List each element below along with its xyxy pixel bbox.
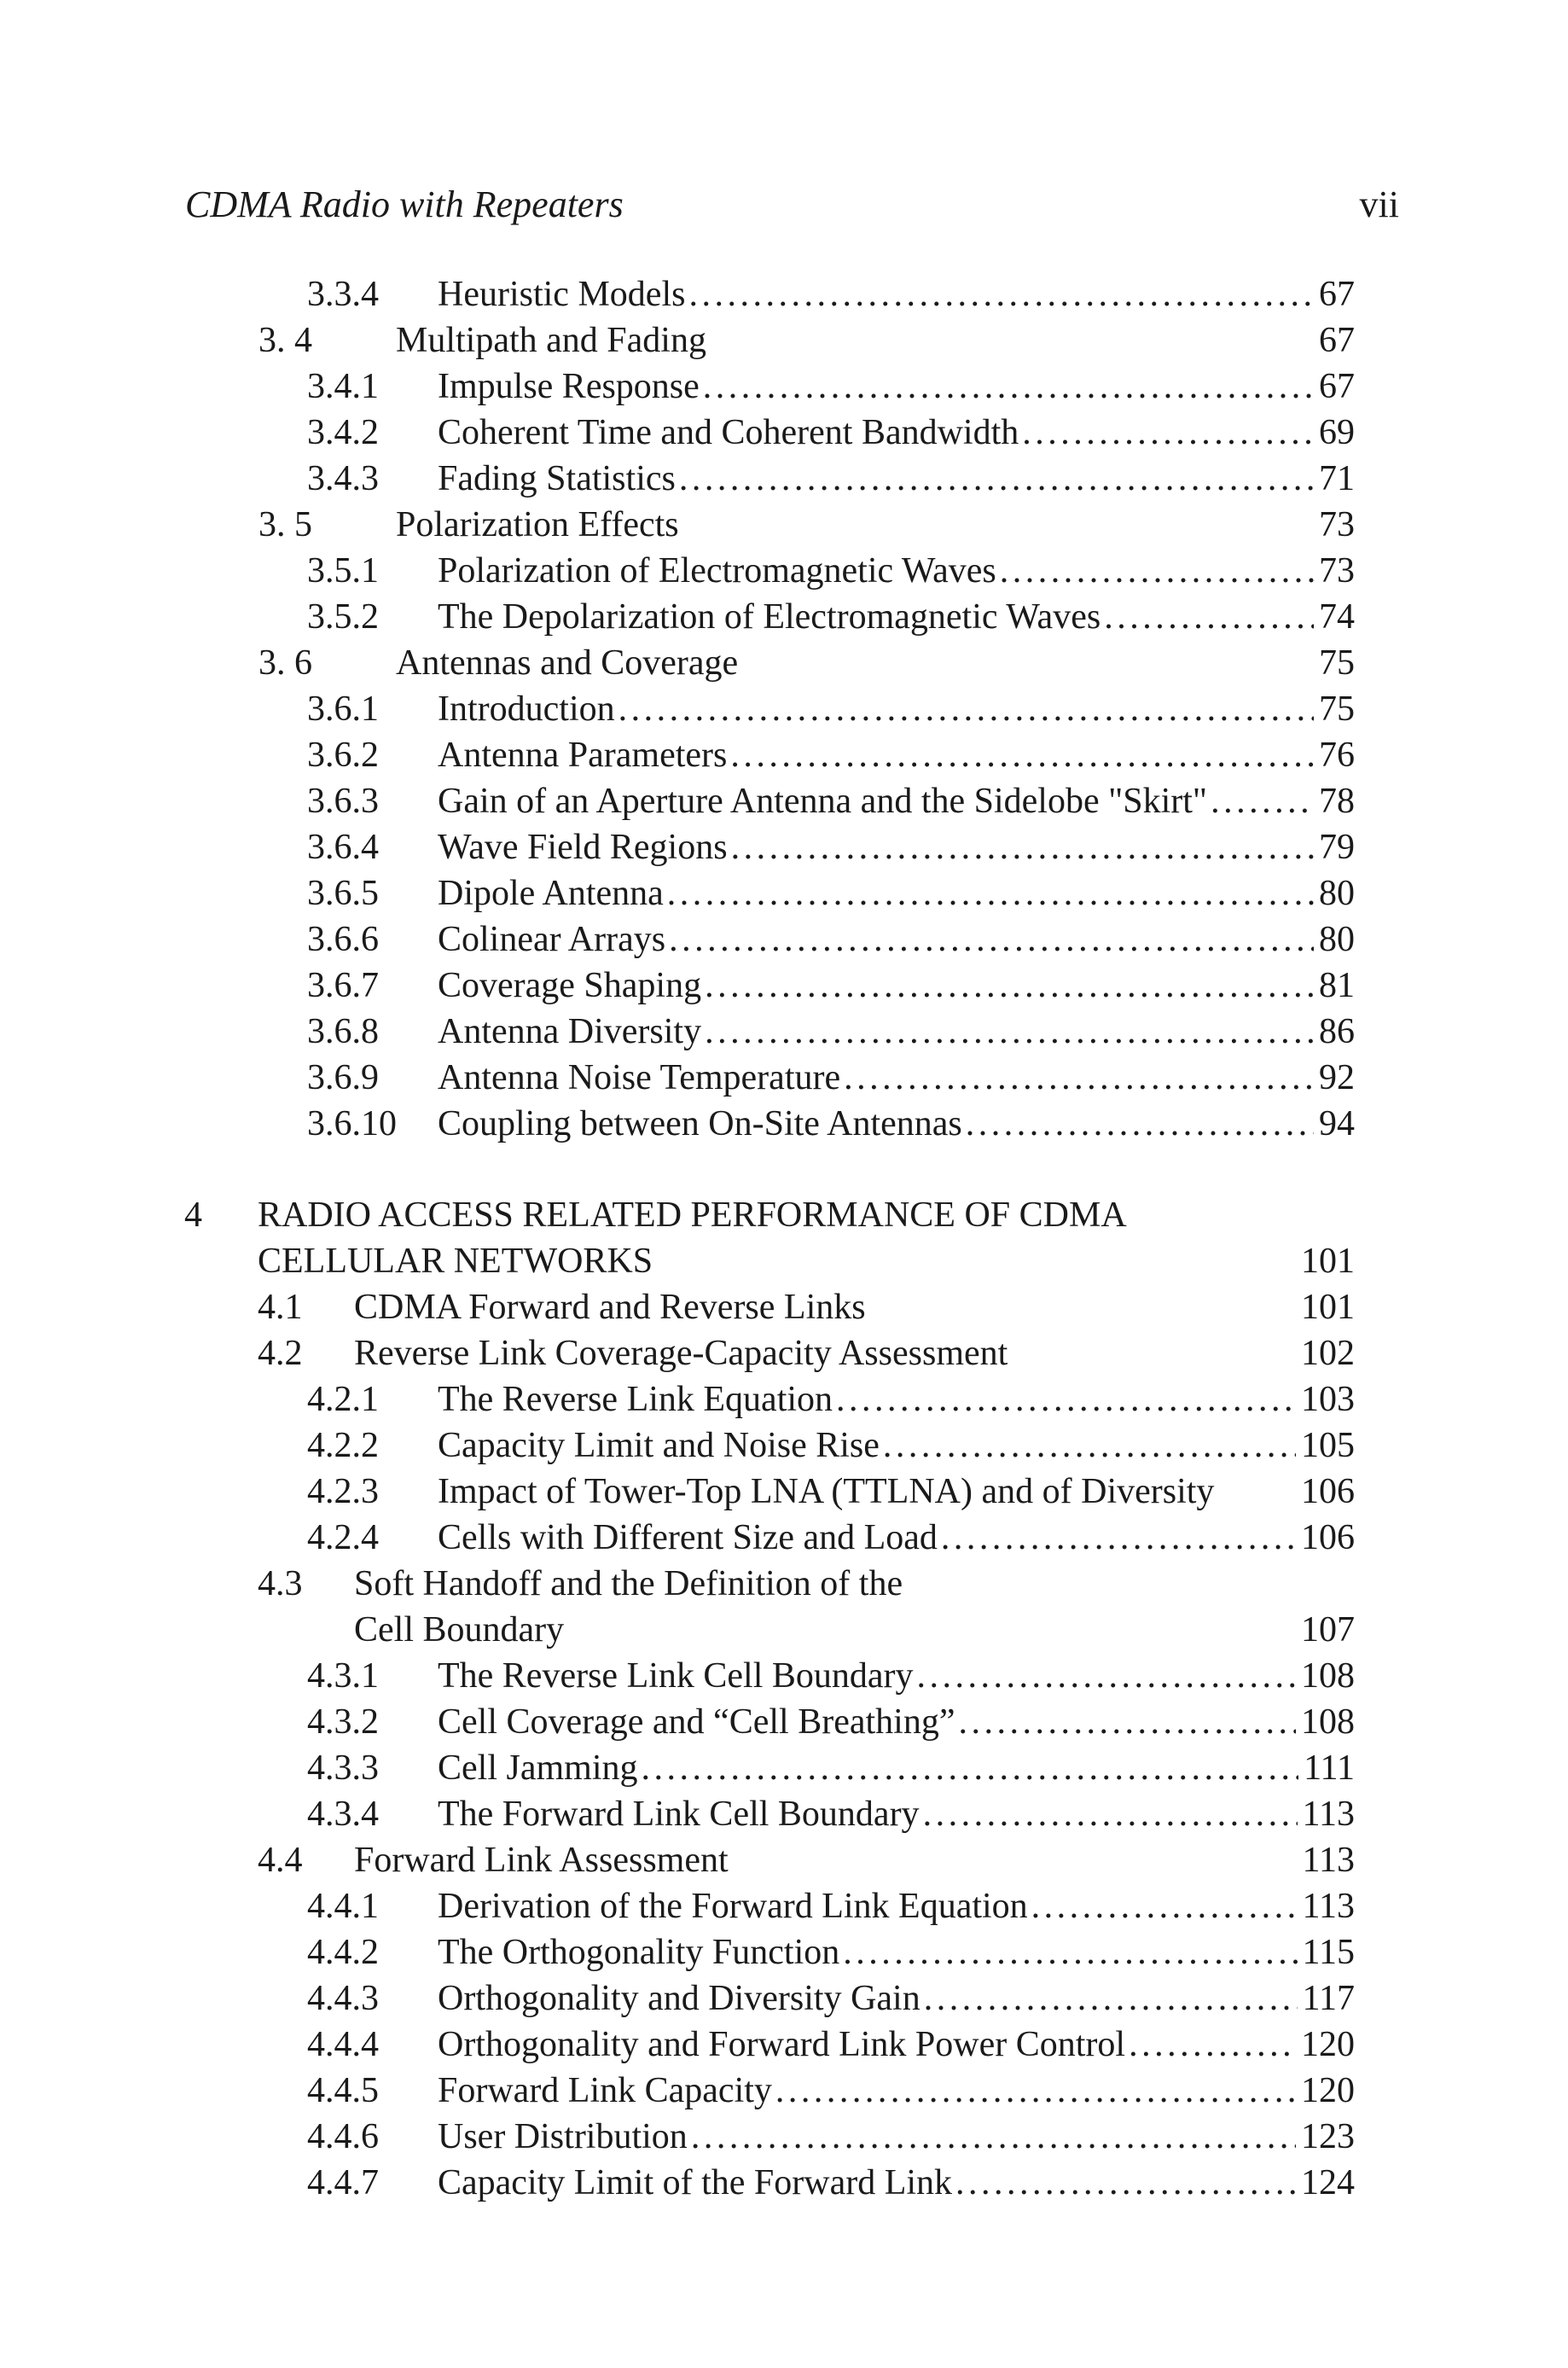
toc-entry-page: 75 bbox=[1319, 643, 1355, 683]
toc-entry-number: 3.6.1 bbox=[307, 689, 379, 729]
dot-leader bbox=[1211, 778, 1314, 824]
toc-entry-title: Cell Coverage and “Cell Breathing” bbox=[438, 1702, 955, 1742]
toc-entry[interactable] bbox=[184, 1238, 1355, 1284]
toc-entry-page: 92 bbox=[1319, 1058, 1355, 1097]
toc-entry[interactable] bbox=[307, 1376, 1355, 1423]
toc-entry-page: 103 bbox=[1301, 1380, 1355, 1419]
toc-entry-number: 3.6.2 bbox=[307, 736, 379, 775]
dot-leader bbox=[679, 456, 1314, 502]
toc-entry-page: 107 bbox=[1301, 1610, 1355, 1649]
toc-entry-number: 4.2.1 bbox=[307, 1380, 379, 1419]
toc-entry-number: 3.6.9 bbox=[307, 1058, 379, 1097]
toc-entry-number: 3.4.1 bbox=[307, 367, 379, 406]
toc-entry-number: 3.4.3 bbox=[307, 459, 379, 498]
toc-entry[interactable] bbox=[258, 1284, 1355, 1330]
toc-entry[interactable] bbox=[307, 686, 1355, 732]
toc-entry-page: 79 bbox=[1319, 828, 1355, 867]
toc-entry[interactable] bbox=[307, 1699, 1355, 1745]
toc-entry-title: Cell Boundary bbox=[354, 1610, 565, 1649]
toc-entry[interactable] bbox=[258, 1607, 1355, 1653]
toc-entry-number: 3. 6 bbox=[258, 643, 312, 683]
toc-entry-number: 3.3.4 bbox=[307, 275, 379, 314]
toc-entry-title: Dipole Antenna bbox=[438, 874, 664, 913]
toc-entry-title: Cells with Different Size and Load bbox=[438, 1518, 938, 1557]
toc-entry[interactable] bbox=[307, 916, 1355, 963]
toc-entry-number: 4.3.3 bbox=[307, 1748, 379, 1788]
toc-entry-title: Soft Handoff and the Definition of the bbox=[354, 1564, 903, 1603]
dot-leader bbox=[691, 2114, 1296, 2160]
toc-entry-title: Polarization Effects bbox=[396, 505, 679, 544]
toc-entry[interactable] bbox=[307, 271, 1355, 317]
dot-leader bbox=[941, 1515, 1296, 1561]
toc-entry-page: 67 bbox=[1319, 367, 1355, 406]
toc-entry-number: 3.6.7 bbox=[307, 966, 379, 1005]
dot-leader bbox=[836, 1376, 1296, 1423]
toc-entry-page: 101 bbox=[1301, 1288, 1355, 1327]
toc-entry-number: 4.4.4 bbox=[307, 2025, 379, 2064]
toc-entry-title: Impulse Response bbox=[438, 367, 700, 406]
toc-entry-title: Forward Link Capacity bbox=[438, 2071, 772, 2110]
toc-entry[interactable] bbox=[307, 963, 1355, 1009]
toc-entry-number: 4.2.2 bbox=[307, 1426, 379, 1465]
toc-entry-title: Capacity Limit and Noise Rise bbox=[438, 1426, 880, 1465]
toc-entry-page: 86 bbox=[1319, 1012, 1355, 1051]
dot-leader bbox=[642, 1745, 1299, 1791]
toc-entry-number: 4.2 bbox=[258, 1334, 303, 1373]
toc-entry-title: Derivation of the Forward Link Equation bbox=[438, 1887, 1028, 1926]
toc-entry-number: 3.4.2 bbox=[307, 413, 379, 452]
toc-entry[interactable] bbox=[307, 2022, 1355, 2068]
toc-entry-page: 76 bbox=[1319, 736, 1355, 775]
toc-entry-page: 80 bbox=[1319, 920, 1355, 959]
toc-entry-page: 106 bbox=[1301, 1518, 1355, 1557]
toc-entry-page: 78 bbox=[1319, 782, 1355, 821]
dot-leader bbox=[1104, 594, 1314, 640]
dot-leader bbox=[1000, 548, 1314, 594]
toc-entry-title: Heuristic Models bbox=[438, 275, 686, 314]
dot-leader bbox=[924, 1975, 1298, 2022]
toc-entry-page: 73 bbox=[1319, 551, 1355, 591]
dot-leader bbox=[1031, 1883, 1298, 1929]
toc-entry[interactable] bbox=[258, 317, 1355, 364]
toc-entry[interactable] bbox=[184, 1192, 1355, 1238]
toc-entry-title: CDMA Forward and Reverse Links bbox=[354, 1288, 866, 1327]
toc-entry[interactable] bbox=[258, 502, 1355, 548]
toc-entry[interactable] bbox=[307, 2114, 1355, 2160]
toc-entry-title: Antennas and Coverage bbox=[396, 643, 739, 683]
toc-entry-page: 108 bbox=[1301, 1656, 1355, 1696]
toc-entry-number: 4.2.4 bbox=[307, 1518, 379, 1557]
toc-entry-number: 4.3 bbox=[258, 1564, 303, 1603]
toc-entry-title: Polarization of Electromagnetic Waves bbox=[438, 551, 996, 591]
dot-leader bbox=[705, 963, 1314, 1009]
toc-entry[interactable] bbox=[307, 870, 1355, 916]
toc-entry-title: The Forward Link Cell Boundary bbox=[438, 1795, 920, 1834]
toc-entry-page: 113 bbox=[1302, 1795, 1355, 1834]
toc-entry-number: 4.2.3 bbox=[307, 1472, 379, 1511]
dot-leader bbox=[1022, 410, 1314, 456]
toc-entry[interactable] bbox=[307, 732, 1355, 778]
toc-entry-number: 3.6.5 bbox=[307, 874, 379, 913]
toc-entry-title: Coverage Shaping bbox=[438, 966, 702, 1005]
toc-entry-title: Fading Statistics bbox=[438, 459, 676, 498]
toc-entry[interactable] bbox=[307, 594, 1355, 640]
toc-entry-number: 3.6.8 bbox=[307, 1012, 379, 1051]
toc-entry[interactable] bbox=[258, 640, 1355, 686]
toc-entry[interactable] bbox=[307, 778, 1355, 824]
page-number: vii bbox=[1359, 183, 1399, 225]
toc-entry-number: 4.3.2 bbox=[307, 1702, 379, 1742]
toc-entry-page: 111 bbox=[1304, 1748, 1355, 1788]
toc-entry[interactable] bbox=[307, 1515, 1355, 1561]
dot-leader bbox=[843, 1929, 1297, 1975]
toc-entry-title: Antenna Noise Temperature bbox=[438, 1058, 841, 1097]
toc-entry-page: 102 bbox=[1301, 1334, 1355, 1373]
toc-entry-title: RADIO ACCESS RELATED PERFORMANCE OF CDMA bbox=[258, 1196, 1127, 1235]
toc-entry[interactable] bbox=[307, 1653, 1355, 1699]
dot-leader bbox=[667, 870, 1314, 916]
toc-entry[interactable] bbox=[307, 824, 1355, 870]
toc-entry-page: 108 bbox=[1301, 1702, 1355, 1742]
toc-entry[interactable] bbox=[307, 456, 1355, 502]
toc-entry-page: 123 bbox=[1301, 2117, 1355, 2156]
toc-entry-title: Gain of an Aperture Antenna and the Sidelobe "Skirt" bbox=[438, 782, 1208, 821]
dot-leader bbox=[775, 2068, 1296, 2114]
toc-entry-number: 3.5.1 bbox=[307, 551, 379, 591]
toc-entry-title: Antenna Diversity bbox=[438, 1012, 702, 1051]
dot-leader bbox=[883, 1423, 1296, 1469]
toc-entry-page: 81 bbox=[1319, 966, 1355, 1005]
toc-entry-title: User Distribution bbox=[438, 2117, 688, 2156]
toc-entry-page: 101 bbox=[1301, 1242, 1355, 1281]
toc-entry-title: Antenna Parameters bbox=[438, 736, 728, 775]
toc-entry-number: 4.4 bbox=[258, 1841, 303, 1880]
toc-entry-title: The Depolarization of Electromagnetic Waves bbox=[438, 597, 1101, 637]
toc-entry[interactable] bbox=[307, 1101, 1355, 1147]
dot-leader bbox=[669, 916, 1314, 963]
toc-entry-page: 69 bbox=[1319, 413, 1355, 452]
toc-entry-page: 105 bbox=[1301, 1426, 1355, 1465]
toc-entry-page: 113 bbox=[1302, 1887, 1355, 1926]
toc-entry-title: Forward Link Assessment bbox=[354, 1841, 729, 1880]
toc-entry-title: Orthogonality and Diversity Gain bbox=[438, 1979, 920, 2018]
toc-entry[interactable] bbox=[307, 1745, 1355, 1791]
toc-entry-page: 75 bbox=[1319, 689, 1355, 729]
toc-entry-number: 4.4.7 bbox=[307, 2163, 379, 2202]
toc-entry[interactable] bbox=[307, 1055, 1355, 1101]
toc-entry-number: 4.4.6 bbox=[307, 2117, 379, 2156]
dot-leader bbox=[730, 732, 1314, 778]
toc-entry-title: Coupling between On-Site Antennas bbox=[438, 1104, 962, 1143]
running-header-title: CDMA Radio with Repeaters bbox=[185, 183, 624, 225]
toc-entry-number: 3.5.2 bbox=[307, 597, 379, 637]
toc-entry-number: 3.6.3 bbox=[307, 782, 379, 821]
toc-entry[interactable] bbox=[258, 1561, 1355, 1607]
toc-entry[interactable] bbox=[307, 1423, 1355, 1469]
toc-entry-number: 3.6.4 bbox=[307, 828, 379, 867]
toc-entry-page: 73 bbox=[1319, 505, 1355, 544]
toc-entry[interactable] bbox=[307, 2068, 1355, 2114]
toc-entry-number: 4.3.1 bbox=[307, 1656, 379, 1696]
toc-entry-title: The Reverse Link Equation bbox=[438, 1380, 833, 1419]
toc-entry[interactable] bbox=[307, 548, 1355, 594]
toc-entry-number: 4.4.3 bbox=[307, 1979, 379, 2018]
toc-entry-page: 94 bbox=[1319, 1104, 1355, 1143]
toc-entry-number: 4.4.2 bbox=[307, 1933, 379, 1972]
toc-entry-page: 120 bbox=[1301, 2071, 1355, 2110]
toc-entry-page: 74 bbox=[1319, 597, 1355, 637]
dot-leader bbox=[731, 824, 1314, 870]
toc-entry-title: Impact of Tower-Top LNA (TTLNA) and of Diversity bbox=[438, 1472, 1215, 1511]
toc-entry-title: Cell Jamming bbox=[438, 1748, 638, 1788]
toc-entry[interactable] bbox=[307, 410, 1355, 456]
toc-entry-number: 3. 5 bbox=[258, 505, 312, 544]
dot-leader bbox=[618, 686, 1314, 732]
toc-entry-number: 3.6.6 bbox=[307, 920, 379, 959]
toc-entry[interactable] bbox=[307, 1009, 1355, 1055]
dot-leader bbox=[958, 1699, 1296, 1745]
toc-entry-number: 4.4.5 bbox=[307, 2071, 379, 2110]
dot-leader bbox=[923, 1791, 1298, 1837]
toc-entry-title: Multipath and Fading bbox=[396, 321, 706, 360]
toc-entry-number: 4.3.4 bbox=[307, 1795, 379, 1834]
toc-entry-title: The Reverse Link Cell Boundary bbox=[438, 1656, 914, 1696]
toc-entry-page: 67 bbox=[1319, 321, 1355, 360]
toc-entry[interactable] bbox=[307, 1929, 1355, 1975]
toc-entry[interactable] bbox=[307, 1883, 1355, 1929]
dot-leader bbox=[955, 2160, 1296, 2206]
dot-leader bbox=[688, 271, 1314, 317]
toc-entry-page: 124 bbox=[1301, 2163, 1355, 2202]
toc-entry-page: 113 bbox=[1302, 1841, 1355, 1880]
toc-entry-number: 4.1 bbox=[258, 1288, 303, 1327]
toc-entry-page: 115 bbox=[1302, 1933, 1355, 1972]
toc-entry[interactable] bbox=[307, 2160, 1355, 2206]
toc-entry-number: 3. 4 bbox=[258, 321, 312, 360]
toc-entry-page: 80 bbox=[1319, 874, 1355, 913]
dot-leader bbox=[917, 1653, 1296, 1699]
toc-entry-page: 67 bbox=[1319, 275, 1355, 314]
toc-entry[interactable] bbox=[258, 1837, 1355, 1883]
toc-entry[interactable] bbox=[258, 1330, 1355, 1376]
toc-entry-number: 4 bbox=[184, 1196, 202, 1235]
toc-entry-title: Wave Field Regions bbox=[438, 828, 728, 867]
toc-entry-title: Reverse Link Coverage-Capacity Assessment bbox=[354, 1334, 1008, 1373]
toc-entry[interactable] bbox=[307, 1791, 1355, 1837]
dot-leader bbox=[966, 1101, 1314, 1147]
toc-entry-page: 106 bbox=[1301, 1472, 1355, 1511]
toc-entry[interactable] bbox=[307, 364, 1355, 410]
toc-entry-title: The Orthogonality Function bbox=[438, 1933, 840, 1972]
toc-entry[interactable] bbox=[307, 1469, 1355, 1515]
toc-entry-title: CELLULAR NETWORKS bbox=[258, 1242, 653, 1281]
toc-entry-title: Coherent Time and Coherent Bandwidth bbox=[438, 413, 1019, 452]
toc-entry[interactable] bbox=[307, 1975, 1355, 2022]
toc-entry-page: 120 bbox=[1301, 2025, 1355, 2064]
dot-leader bbox=[844, 1055, 1314, 1101]
dot-leader bbox=[1129, 2022, 1296, 2068]
dot-leader bbox=[705, 1009, 1314, 1055]
dot-leader bbox=[703, 364, 1314, 410]
toc-entry-title: Orthogonality and Forward Link Power Control bbox=[438, 2025, 1126, 2064]
toc-entry-page: 71 bbox=[1319, 459, 1355, 498]
toc-entry-title: Capacity Limit of the Forward Link bbox=[438, 2163, 953, 2202]
toc-entry-number: 4.4.1 bbox=[307, 1887, 379, 1926]
toc-entry-number: 3.6.10 bbox=[307, 1104, 397, 1143]
toc-entry-title: Colinear Arrays bbox=[438, 920, 666, 959]
toc-entry-page: 117 bbox=[1302, 1979, 1355, 2018]
toc-entry-title: Introduction bbox=[438, 689, 615, 729]
